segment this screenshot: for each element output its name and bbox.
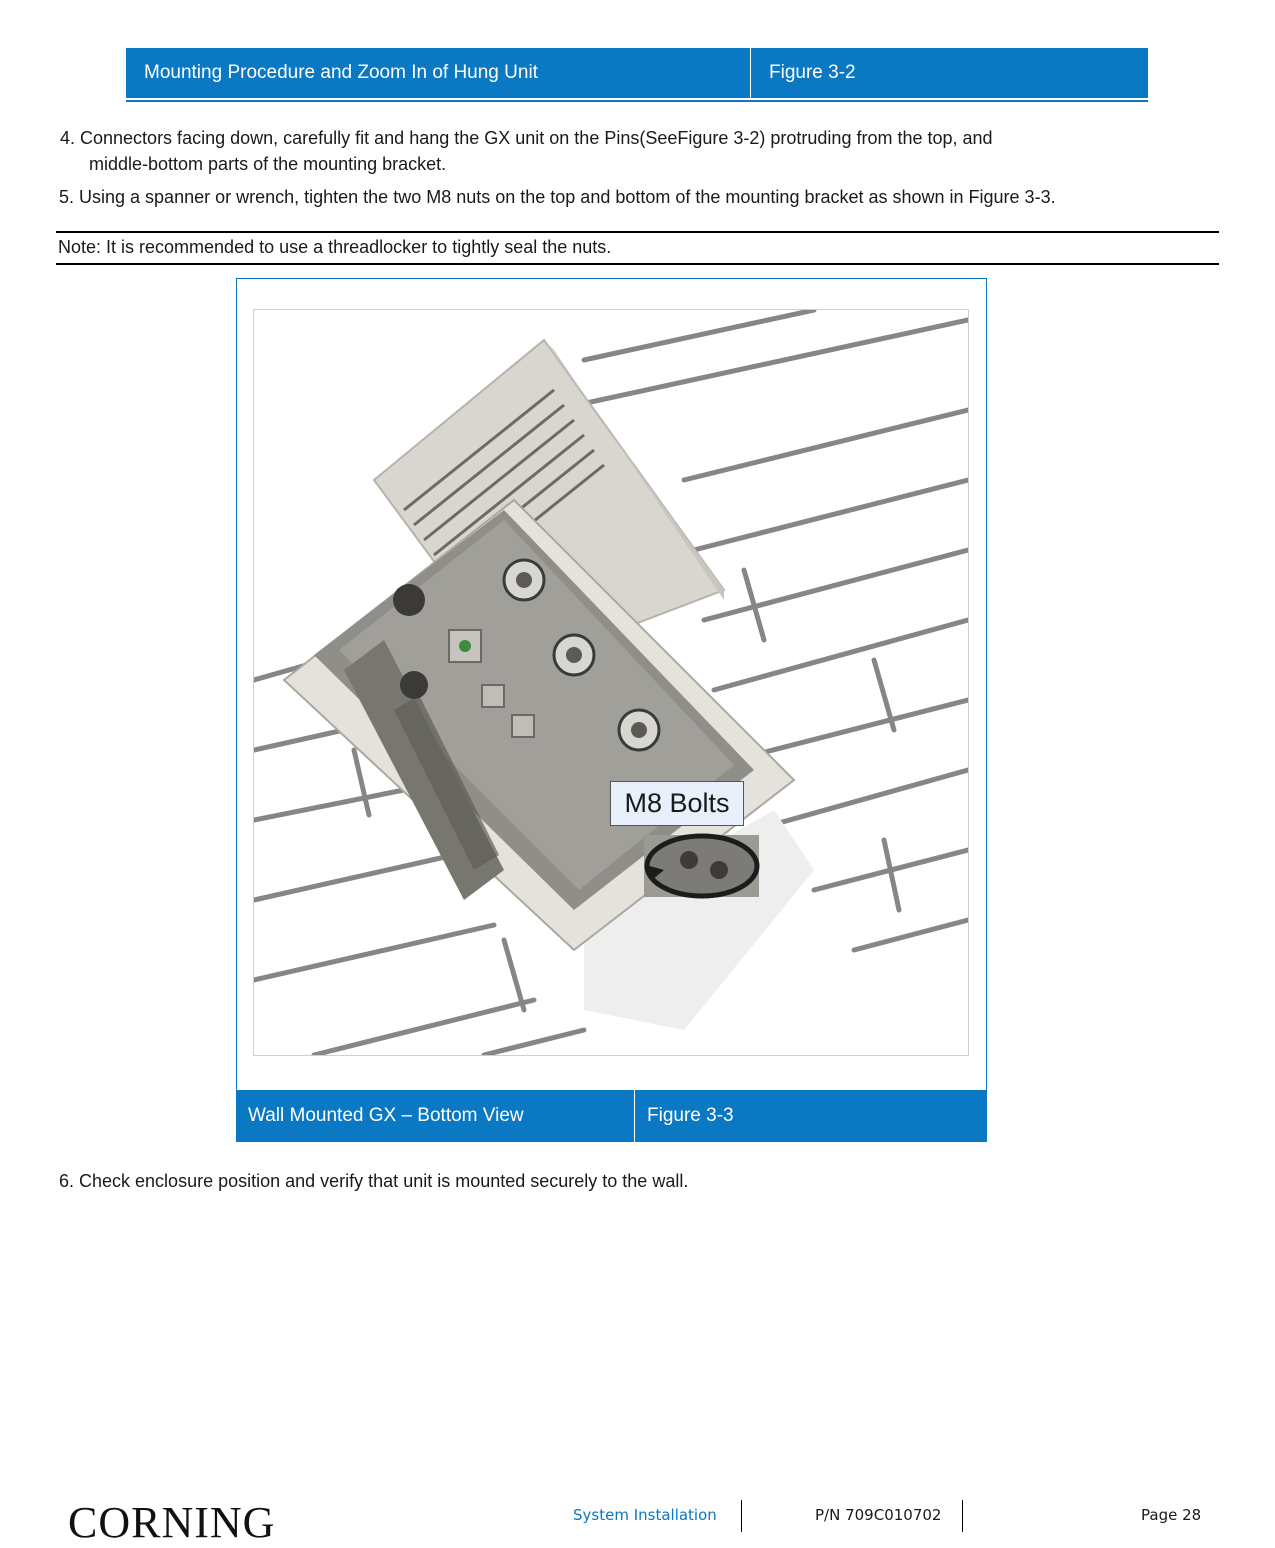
footer-section: System Installation xyxy=(573,1506,717,1524)
corning-logo: CORNING xyxy=(68,1498,276,1547)
caption-title: Wall Mounted GX – Bottom View xyxy=(248,1105,524,1126)
note-text: Note: It is recommended to use a threadlocker to tightly seal the nuts. xyxy=(58,237,612,257)
caption-title: Mounting Procedure and Zoom In of Hung Unit xyxy=(144,62,538,83)
note-top-rule xyxy=(56,231,1219,233)
m8-bolts-callout: M8 Bolts xyxy=(610,781,744,826)
note-bottom-rule xyxy=(56,263,1219,265)
step-5: 5. Using a spanner or wrench, tighten the two M8 nuts on the top and bottom of the mounting bracket as shown in Figure 3-3. xyxy=(59,187,1056,207)
step-6: 6. Check enclosure position and verify that unit is mounted securely to the wall. xyxy=(59,1171,689,1191)
caption-figure-number: Figure 3-2 xyxy=(750,48,1148,98)
footer-page-number: Page 28 xyxy=(1141,1506,1202,1524)
figure-3-2-caption xyxy=(126,48,1148,100)
gx-unit-photo xyxy=(253,309,969,1056)
step-4-line-1: 4. Connectors facing down, carefully fit and hang the GX unit on the Pins(SeeFigure 3-2) protruding from the top, and xyxy=(60,128,993,148)
footer-divider xyxy=(962,1500,963,1532)
footer-divider xyxy=(741,1500,742,1532)
footer-part-number: P/N 709C010702 xyxy=(815,1506,942,1524)
caption-figure-number: Figure 3-3 xyxy=(634,1090,987,1142)
figure-3-3-caption xyxy=(236,1090,987,1142)
step-4-line-2: middle-bottom parts of the mounting bracket. xyxy=(89,154,447,174)
